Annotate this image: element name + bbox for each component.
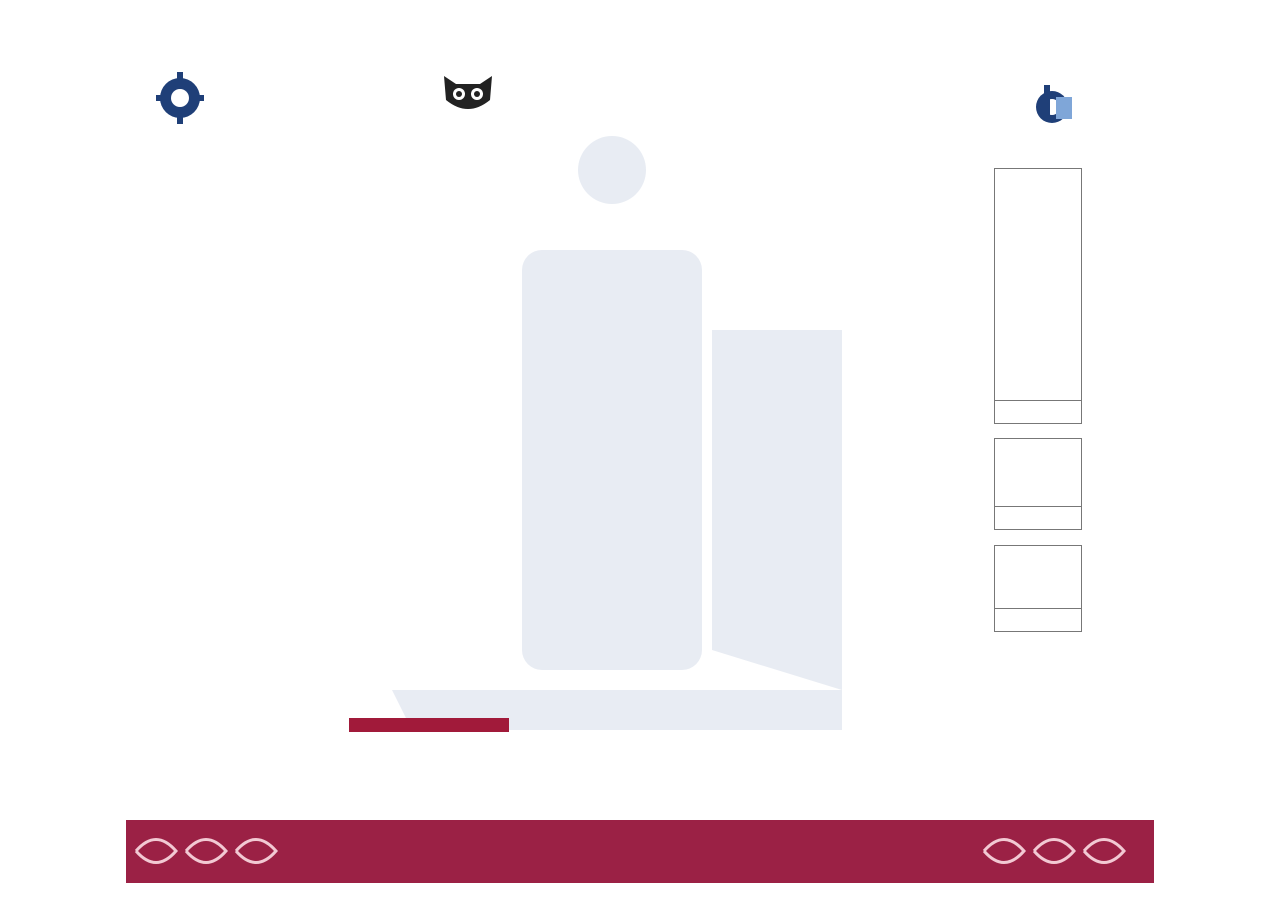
owl-mascot-icon [438, 70, 498, 114]
residencia-box [994, 168, 1082, 424]
actividades-credits [995, 608, 1081, 631]
tecnm-logo [156, 72, 266, 124]
servicio-social-credits [995, 506, 1081, 529]
halcones-logo [438, 70, 498, 126]
industrial-gear-icon [1030, 85, 1078, 125]
industrial-logo [1030, 85, 1078, 125]
credits-table-title [350, 719, 508, 731]
credits-table [349, 718, 509, 732]
tecnm-gear-icon [156, 72, 204, 124]
footer-banner [126, 820, 1154, 883]
watermark-logo [372, 130, 852, 750]
servicio-social-box [994, 438, 1082, 530]
footer-ornament-right-icon [964, 828, 1154, 874]
residencia-credits [995, 400, 1081, 423]
actividades-box [994, 545, 1082, 632]
tesvb-logo [292, 74, 418, 124]
footer-ornament-left-icon [126, 828, 296, 874]
